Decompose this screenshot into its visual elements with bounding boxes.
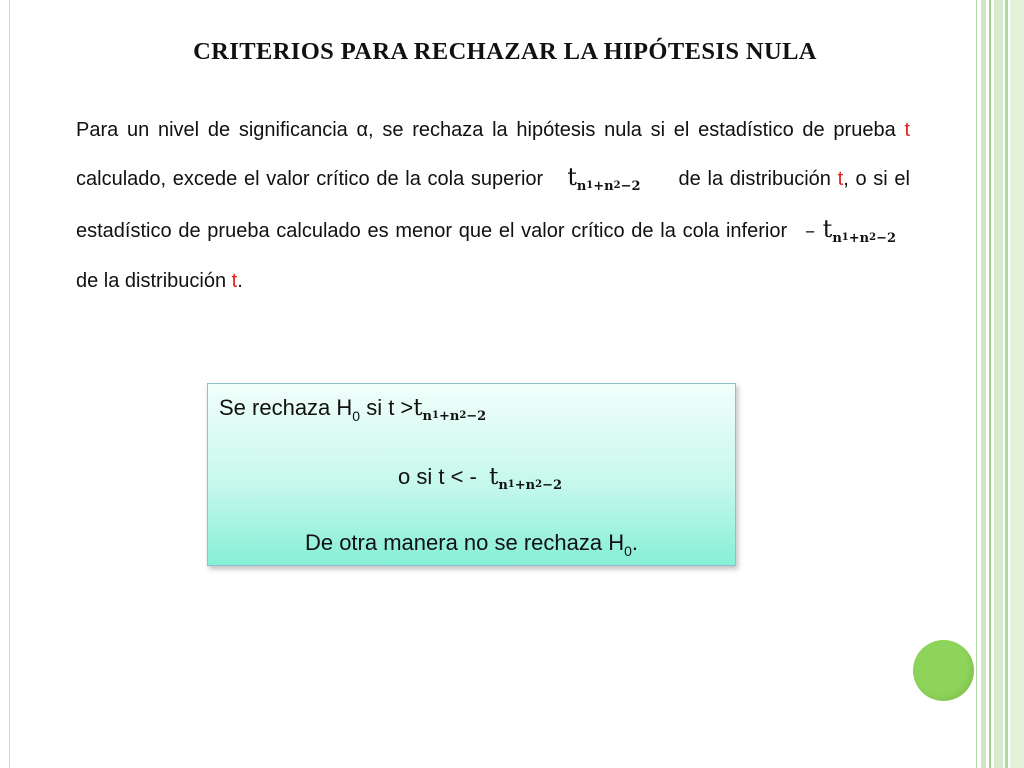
decision-rule-box [207, 383, 736, 566]
rejection-rule-lower: o si t < - $t_n1_{+n}2_{-2}$ [398, 464, 563, 493]
critical-value-box-upper: $t_n1_{+n}2_{-2}$ [413, 395, 487, 424]
para-text: de la distribución [678, 168, 838, 190]
para-text: . [237, 270, 243, 292]
decorative-green-circle [913, 640, 974, 701]
criteria-paragraph [76, 107, 910, 305]
stripe [981, 0, 986, 768]
stripe [1010, 0, 1024, 768]
stripe [1005, 0, 1008, 768]
stripe [976, 0, 977, 768]
para-text: , o si el estadístico de prueba calculado es menor que el valor crítico de la cola inferior [76, 168, 910, 242]
t-symbol: t [837, 168, 844, 190]
no-rejection-rule: De otra manera no se rechaza $H_0$. [304, 530, 639, 559]
decorative-stripes [976, 0, 1024, 768]
left-frame-line [9, 0, 10, 768]
rejection-rule-upper: Se rechaza $H_0$ si $t >t_n1_{+n}2_{-2}$ [219, 395, 487, 424]
stripe [989, 0, 991, 768]
para-text: de la distribución [76, 270, 232, 292]
critical-value-upper: $t_n1_{+n}2_{-2}$ [567, 163, 641, 194]
t-symbol: t [231, 270, 238, 292]
stripe [994, 0, 1003, 768]
para-text: calculado, excede el valor crítico de la cola superior [76, 168, 544, 190]
t-symbol: t [904, 119, 910, 141]
critical-value-lower: – $t_n1_{+n}2_{-2}$ [805, 215, 897, 246]
para-text: Para un nivel de significancia α, se rechaza la hipótesis nula si el estadístico de prueba [76, 119, 905, 141]
critical-value-box-lower: $t_n1_{+n}2_{-2}$ [489, 464, 563, 493]
slide-title: CRITERIOS PARA RECHAZAR LA HIPÓTESIS NULA [193, 38, 817, 65]
